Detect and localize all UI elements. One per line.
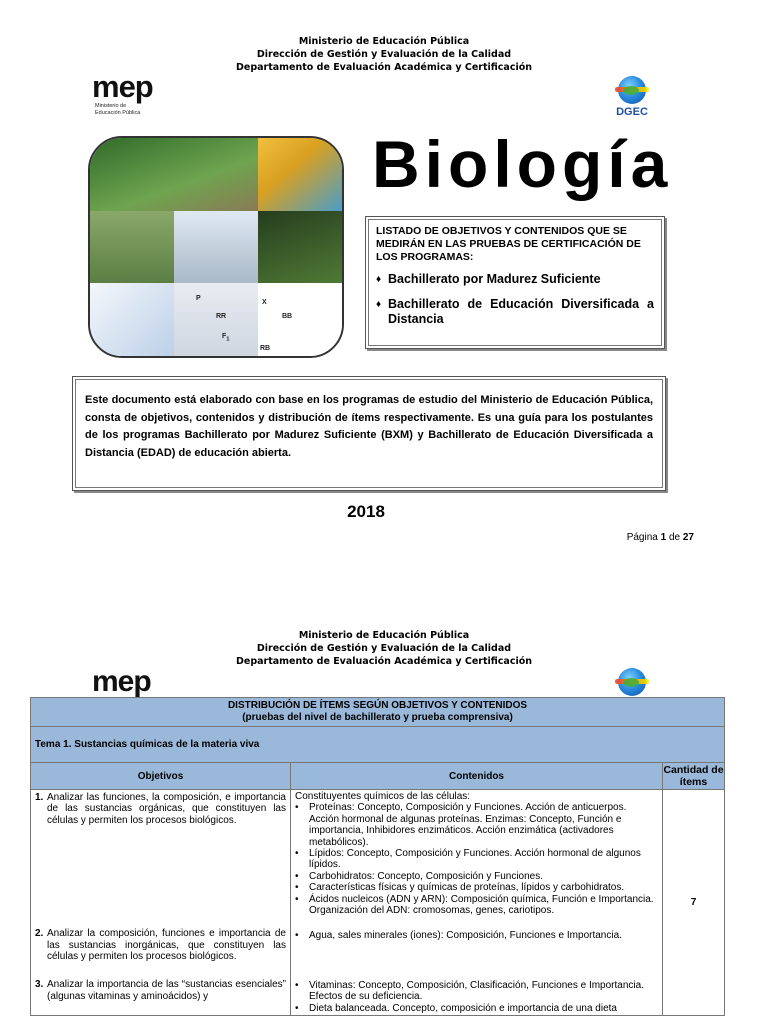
diamond-bullet-icon: ♦ <box>376 299 382 310</box>
mep-logo <box>92 666 151 698</box>
objective-text: Analizar la importancia de las “sustancias esenciales” (algunas vitaminas y aminoácidos) y <box>47 979 286 1002</box>
header-department: Departamento de Evaluación Académica y Certificación <box>235 656 533 667</box>
header-direction: Dirección de Gestión y Evaluación de la Calidad <box>256 643 512 654</box>
content-text: Proteínas: Concepto, Composición y Funciones. Acción de anticuerpos. Acción hormonal de algunas proteínas. Enzimas: Concepto, Función e importancia, Inhibidores enzimáticos. Acción enzimática (activadores metabólicos). <box>309 802 627 848</box>
cover-title: Biología <box>372 127 673 201</box>
page-total: 27 <box>682 532 694 543</box>
column-header-cantidad: Cantidad de ítems <box>663 764 724 788</box>
program-item-2 <box>376 297 654 327</box>
table-theme: Tema 1. Sustancias químicas de la materia viva <box>31 727 725 763</box>
content-text: Características físicas y químicas de proteínas, lípidos y carbohidratos. <box>309 882 625 894</box>
mep-logo-subtitle <box>95 103 140 116</box>
list-item <box>295 802 658 848</box>
cross-label-rb: RB <box>260 345 271 353</box>
list-item <box>295 894 658 917</box>
column-header-contenidos: Contenidos <box>291 763 663 790</box>
cross-label-bb: BB <box>282 313 293 321</box>
program-label-2: Bachillerato de Educación Diversificada a Distancia <box>388 297 654 326</box>
mep-sub-line1: Ministerio de <box>95 103 127 109</box>
objective-1 <box>35 792 286 826</box>
microscope-image <box>174 211 258 284</box>
cross-label-x: X <box>262 299 267 307</box>
bullet-icon: • <box>295 870 299 882</box>
objective-text: Analizar las funciones, la composición, e importancia de las sustancias orgánicas, que constituyen las células y permiten los procesos biológicos. <box>47 792 286 826</box>
page2-header <box>0 629 768 668</box>
toucan-image <box>258 211 342 284</box>
header-direction: Dirección de Gestión y Evaluación de la Calidad <box>256 49 512 60</box>
dgec-text: DGEC <box>616 106 648 118</box>
page-of: de <box>668 532 681 543</box>
mep-logo <box>92 70 153 104</box>
document-year: 2018 <box>347 502 385 521</box>
cross-label-f: F <box>222 333 227 341</box>
column-header-objetivos: Objetivos <box>31 763 291 790</box>
page-number <box>627 532 694 543</box>
list-item <box>295 1003 658 1014</box>
program-item-1 <box>376 272 654 287</box>
table-title-line1: DISTRIBUCIÓN DE ÍTEMS SEGÚN OBJETIVOS Y CONTENIDOS <box>227 700 528 711</box>
objective-number: 3. <box>35 979 44 991</box>
objective-number: 1. <box>35 792 44 803</box>
contents-intro: Constituyentes químicos de las células: <box>295 791 471 802</box>
objective-number: 2. <box>35 928 44 940</box>
table-title <box>31 698 725 727</box>
globe-icon <box>618 76 646 104</box>
cross-label-f1 <box>222 333 230 342</box>
objective-3 <box>35 979 286 1002</box>
table-row <box>31 790 725 1016</box>
header-ministry: Ministerio de Educación Pública <box>298 630 470 641</box>
bullet-icon: • <box>295 882 299 894</box>
content-text: Dieta balanceada. Concepto, composición e importancia de una dieta <box>309 1002 617 1014</box>
plant-cell-image <box>258 138 342 211</box>
items-distribution-table <box>30 697 725 1016</box>
objectives-cell <box>31 790 291 1016</box>
objective-text: Analizar la composición, funciones e importancia de las sustancias inorgánicas, que constituyen las células y permiten los procesos biológicos. <box>47 928 286 963</box>
list-item <box>295 848 658 871</box>
list-item <box>295 882 658 893</box>
description-box <box>72 376 666 491</box>
content-text: Agua, sales minerales (iones): Composición, Funciones e Importancia. <box>309 930 622 942</box>
item-quantity: 7 <box>663 790 725 1016</box>
cross-label-p: P <box>196 295 201 303</box>
content-text: Carbohidratos: Concepto, Composición y Funciones. <box>309 870 544 882</box>
diamond-bullet-icon: ♦ <box>376 274 382 285</box>
contents-cell <box>291 790 663 1016</box>
mep-logo-text: mep <box>92 665 151 698</box>
globe-icon <box>618 668 646 696</box>
dna-image <box>90 283 174 356</box>
content-text: Lípidos: Concepto, Composición y Funciones. Acción hormonal de algunos lípidos. <box>309 848 641 871</box>
program-label-1: Bachillerato por Madurez Suficiente <box>388 272 601 286</box>
header-ministry: Ministerio de Educación Pública <box>298 36 470 47</box>
page-current: 1 <box>660 532 667 543</box>
bullet-icon: • <box>295 979 299 991</box>
list-item <box>295 930 658 941</box>
programs-box <box>365 216 665 349</box>
description-text: Este documento está elaborado con base en los programas de estudio del Ministerio de Educación Pública, consta de objetivos, contenidos y distribución de ítems respectivamente. Es una guía para los postulantes de los programas Bachillerato por Madurez Suficiente (BXM) y Bachillerato de Educación Diversificada a Distancia (EDAD) de educación abierta. <box>85 394 653 459</box>
leaves-image <box>90 211 174 284</box>
mep-logo-text: mep <box>92 69 153 104</box>
bullet-icon: • <box>295 1002 299 1014</box>
dgec-logo <box>612 76 652 118</box>
table-title-line2: (pruebas del nivel de bachillerato y prueba comprensiva) <box>242 712 513 723</box>
genetic-cross-diagram <box>196 283 342 356</box>
cross-label-rr: RR <box>216 313 227 321</box>
biology-collage-image <box>88 136 344 358</box>
content-text: Ácidos nucleicos (ADN y ARN): Composición química, Función e Importancia. Organización del ADN: cromosomas, genes, cariotipos. <box>309 893 654 917</box>
bullet-icon: • <box>295 848 299 860</box>
bullet-icon: • <box>295 802 299 814</box>
cross-label-f-sub: 1 <box>226 336 230 343</box>
objective-2 <box>35 928 286 962</box>
list-item <box>295 871 658 882</box>
dgec-logo <box>614 668 650 696</box>
list-item <box>295 980 658 1003</box>
forest-image <box>90 138 258 211</box>
listado-text: LISTADO DE OBJETIVOS Y CONTENIDOS QUE SE MEDIRÁN EN LAS PRUEBAS DE CERTIFICACIÓN DE LOS PROGRAMAS: <box>376 225 641 263</box>
page-label: Página <box>626 532 658 543</box>
header-department: Departamento de Evaluación Académica y Certificación <box>235 62 533 73</box>
bullet-icon: • <box>295 930 299 942</box>
mep-sub-line2: Educación Pública <box>95 109 141 116</box>
content-text: Vitaminas: Concepto, Composición, Clasificación, Funciones e Importancia. Efectos de su deficiencia. <box>309 979 644 1003</box>
bullet-icon: • <box>295 893 299 905</box>
